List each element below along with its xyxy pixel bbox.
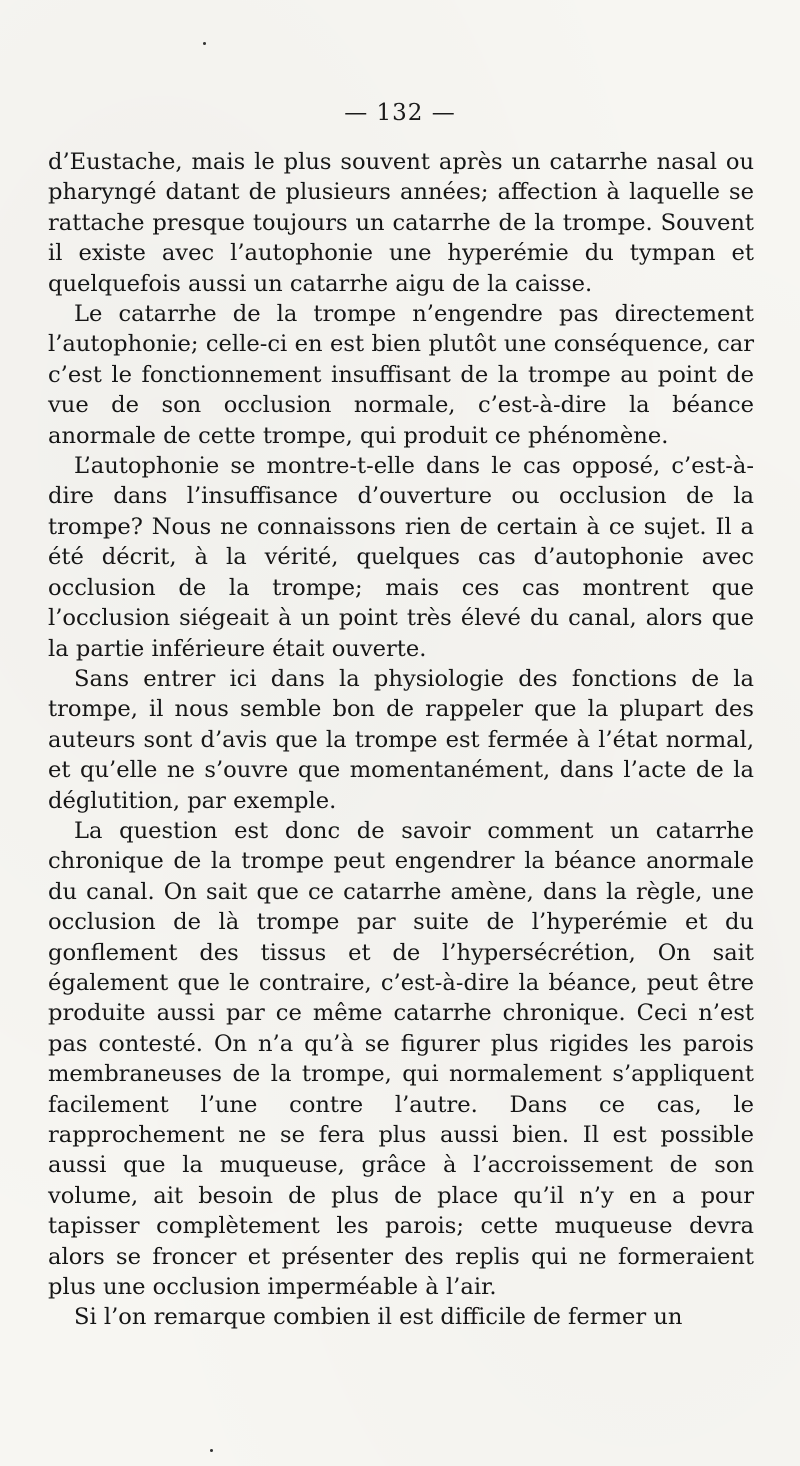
paragraph-2: Le catarrhe de la trompe n’engendre pas directement l’autophonie; celle-ci en est bien plutôt une conséquence, car c’est le fonctionnement insuffisant de la trompe au point de vue de son occlusion normale, c’est-à-dire la béance anormale de cette trompe, qui produit ce phénomène. — [48, 301, 754, 449]
body-text — [48, 147, 754, 1333]
paragraph-5: La question est donc de savoir comment un catarrhe chronique de la trompe peut engendrer la béance anormale du canal. On sait que ce catarrhe amène, dans la règle, une occlusion de là trompe par suite de l’hyperémie et du gonflement des tissus et de l’hypersécrétion, On sait également que le contraire, c’est-à-dire la béance, peut être produite aussi par ce même catarrhe chronique. Ceci n’est pas contesté. On n’a qu’à se figurer plus rigides les parois membraneuses de la trompe, qui normalement s’appliquent facilement l’une contre l’autre. Dans ce cas, le rapprochement ne se fera plus aussi bien. Il est possible aussi que la muqueuse, grâce à l’accroissement de son volume, ait besoin de plus de place qu’il n’y en a pour tapisser complètement les parois; cette muqueuse devra alors se froncer et présenter des replis qui ne formeraient plus une occlusion imperméable à l’air. — [48, 817, 754, 1301]
ink-speck — [203, 42, 206, 45]
paragraph-4: Sans entrer ici dans la physiologie des fonctions de la trompe, il nous semble bon de rappeler que la plupart des auteurs sont d’avis que la trompe est fermée à l’état normal, et qu’elle ne s’ouvre que momentanément, dans l’acte de la déglutition, par exemple. — [48, 665, 754, 814]
paragraph-3: L’autophonie se montre-t-elle dans le cas opposé, c’est-à-dire dans l’insuffisance d’ouverture ou occlusion de la trompe? Nous ne connaissons rien de certain à ce sujet. Il a été décrit, à la vérité, quelques cas d’autophonie avec occlusion de la trompe; mais ces cas montrent que l’occlusion siégeait à un point très élevé du canal, alors que la partie inférieure était ouverte. — [48, 453, 754, 662]
paragraph-1: d’Eustache, mais le plus souvent après un catarrhe nasal ou pharyngé datant de plusieurs années; affection à laquelle se rattache presque toujours un catarrhe de la trompe. Souvent il existe avec l’autophonie une hyperémie du tympan et quelquefois aussi un catarrhe aigu de la caisse. — [48, 149, 754, 297]
page-number: — 132 — — [344, 100, 456, 126]
paragraph-6: Si l’on remarque combien il est difficile de fermer un — [74, 1304, 683, 1331]
ink-speck — [210, 1449, 213, 1452]
